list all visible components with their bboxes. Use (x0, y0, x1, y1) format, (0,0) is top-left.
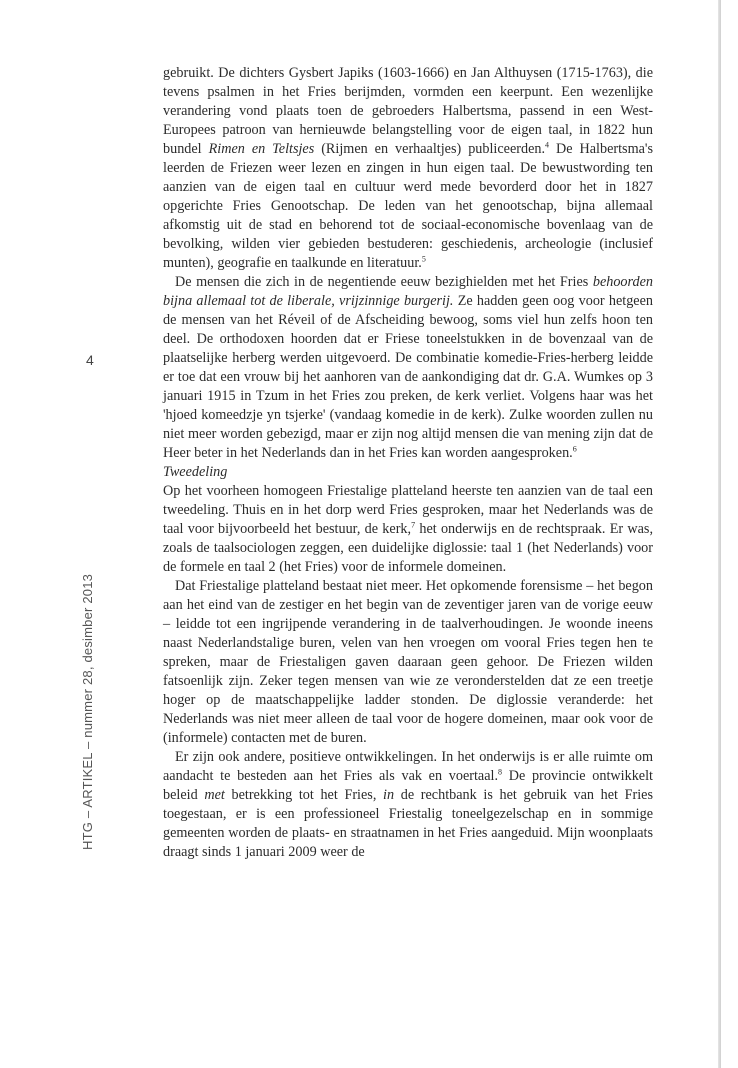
text-run: Dat Friestalige platteland bestaat niet meer. Het opkomende forensisme – het begon aan het eind van de zestiger en het begin van de zeventiger jaren van de vorige eeuw – leidde tot een ingrijpende verandering in de taalverhoudingen. Je woonde ineens naast Nederlandstalige buren, velen van hen vroegen om vooral Fries tegen hen te spreken, maar de Friestaligen gaven daaraan geen gehoor. De Friezen wilden fatsoenlijk zijn. Zeker tegen mensen van wie ze veronderstelden dat ze een treetje hoger op de maatschappelijke ladder stonden. De diglossie veranderde: het Nederlands was niet meer alleen de taal voor de hogere domeinen, maar ook voor de (informele) contacten met de buren. (163, 578, 653, 746)
footnote-marker: 5 (421, 254, 426, 264)
body-paragraph (163, 273, 653, 463)
footnote-marker: 8 (498, 767, 503, 777)
italic-text: met (204, 787, 225, 803)
text-run: Ze hadden geen oog voor hetgeen de mensen van het Réveil of de Afscheiding bewoog, soms viel hun zelfs hoon ten deel. De orthodoxen hoorden dat er Friese toneelstukken in de bovenzaal van de plaatselijke herberg werden uitgevoerd. De combinatie komedie-Fries-herberg leidde er toe dat een vrouw bij het aanhoren van de aankondiging dat dr. G.A. Wumkes op 3 januari 1915 in Tzum in het Fries zou preken, de kerk verliet. Volgens haar was het 'hjoed komeedzje yn tsjerke' (vandaag komedie in de kerk). Zulke woorden zullen nu niet meer worden gebezigd, maar er zijn nog altijd mensen die van mening zijn dat de Heer beter in het Nederlands dan in het Fries kan worden aangesproken. (163, 293, 653, 461)
italic-text: behoorden bijna allemaal tot de liberale, vrijzinnige burgerij. (163, 274, 653, 309)
text-run: De mensen die zich in de negentiende eeuw bezighielden met het Fries (175, 274, 593, 290)
text-run: het onderwijs en de rechtspraak. Er was, zoals de taalsociologen zeggen, een duidelijke diglossie: taal 1 (het Nederlands) voor de formele en taal 2 (het Fries) voor de informele domeinen. (163, 521, 654, 575)
running-head: HTG – ARTIKEL – nummer 28, desimber 2013 (80, 573, 95, 850)
text-run: Er zijn ook andere, positieve ontwikkelingen. In het onderwijs is er alle ruimte om aandacht te besteden aan het Fries als vak en voertaal. (163, 749, 653, 784)
footnote-marker: 7 (411, 520, 416, 530)
footnote-marker: 6 (572, 444, 577, 454)
text-run: Op het voorheen homogeen Friestalige platteland heerste ten aanzien van de taal een tweedeling. Thuis en in het dorp werd Fries gesproken, maar het Nederlands was de taal voor bijvoorbeeld het bestuur, de kerk, (163, 483, 653, 537)
page-edge-shadow (718, 0, 721, 1068)
italic-text: Rimen en Teltsjes (208, 141, 315, 157)
text-run: De Halbertsma's leerden de Friezen weer lezen en zingen in hun eigen taal. De bewustwording ten aanzien van de eigen taal en cultuur werd mede bevorderd door het in 1827 opgerichte Fries Genootschap. De leden van het genootschap, bijna allemaal afkomstig uit de stad en behorend tot de sociaal-economische bovenlaag van de bevolking, wilden vier gebieden bestuderen: geschiedenis, archeologie (inclusief munten), geografie en taalkunde en literatuur. (163, 141, 653, 271)
text-run: De provincie ontwikkelt beleid (163, 768, 653, 803)
page-number: 4 (86, 352, 94, 368)
body-paragraph (163, 577, 653, 748)
text-run: betrekking tot het Fries, (224, 787, 384, 803)
text-run: (Rijmen en verhaaltjes) publiceerden. (314, 141, 546, 157)
article-body (163, 64, 653, 862)
section-heading: Tweedeling (163, 464, 228, 480)
body-paragraph (163, 64, 653, 273)
footnote-marker: 4 (545, 140, 550, 150)
text-run: gebruikt. De dichters Gysbert Japiks (1603-1666) en Jan Althuysen (1715-1763), die tevens psalmen in het Fries berijmden, vormden een keerpunt. Een wezenlijke verandering vond plaats toen de gebroeders Halbertsma, passend in een West-Europees patroon van hernieuwde belangstelling voor de eigen taal, in 1822 hun bundel (163, 65, 653, 157)
body-paragraph (163, 748, 653, 862)
body-paragraph (163, 482, 653, 577)
italic-text: in (383, 787, 395, 803)
text-run: de rechtbank is het gebruik van het Fries toegestaan, er is een professioneel Friestalig toneelgezelschap en in sommige gemeenten worden de plaats- en straatnamen in het Fries aangeduid. Mijn woonplaats draagt sinds 1 januari 2009 weer de (163, 787, 653, 860)
